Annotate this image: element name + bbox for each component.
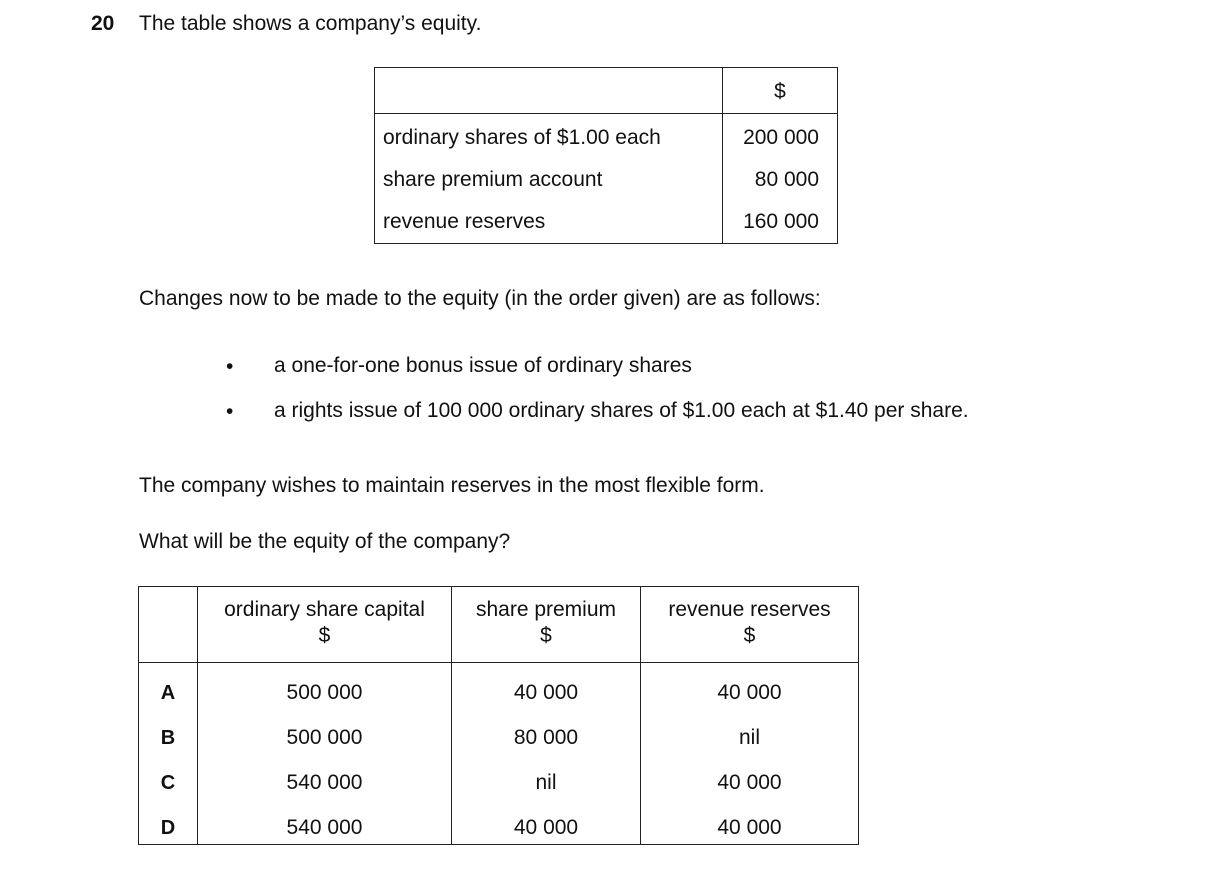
header-unit: $ [743, 624, 756, 647]
option-cell: 40 000 [717, 816, 782, 839]
equity-table [374, 67, 838, 244]
bullet-text: a rights issue of 100 000 ordinary shares of $1.00 each at $1.40 per share. [274, 399, 969, 422]
question-number: 20 [91, 12, 115, 35]
header-divider [375, 113, 837, 114]
options-table [138, 586, 859, 845]
header-ordinary-share-capital [198, 597, 451, 649]
header-unit: $ [540, 624, 552, 647]
option-cell: 80 000 [513, 726, 579, 749]
currency-header: $ [774, 80, 786, 103]
statement: The company wishes to maintain reserves in the most flexible form. [139, 474, 765, 497]
equity-row-label: ordinary shares of $1.00 each [383, 126, 661, 149]
equity-row-label: revenue reserves [383, 210, 546, 233]
header-share-premium [452, 597, 640, 649]
equity-row-value: 200 000 [743, 126, 819, 149]
option-cell: 40 000 [513, 816, 579, 839]
option-cell: 540 000 [286, 771, 363, 794]
option-cell: 500 000 [286, 681, 363, 704]
header-title: revenue reserves [668, 598, 831, 621]
equity-row-value: 160 000 [743, 210, 819, 233]
equity-row [375, 209, 837, 251]
option-cell: 40 000 [717, 771, 782, 794]
bullet-text: a one-for-one bonus issue of ordinary shares [274, 354, 692, 377]
option-cell: 500 000 [286, 726, 363, 749]
header-title: ordinary share capital [224, 598, 425, 621]
option-cell: nil [535, 771, 557, 794]
option-cell: 40 000 [513, 681, 579, 704]
header-divider [139, 662, 858, 663]
equity-row [375, 125, 837, 167]
equity-row-label: share premium account [383, 168, 603, 191]
option-letter: A [160, 682, 176, 704]
question-prompt: What will be the equity of the company? [139, 530, 511, 553]
option-cell: 540 000 [286, 816, 363, 839]
header-title: share premium [475, 598, 617, 621]
option-letter: C [160, 772, 176, 794]
bullet-dot: • [226, 400, 234, 423]
question-intro: The table shows a company’s equity. [139, 12, 482, 35]
option-letter: D [160, 817, 176, 839]
bullet-dot: • [226, 355, 234, 378]
option-letter: B [160, 727, 176, 749]
equity-row [375, 167, 837, 209]
changes-intro: Changes now to be made to the equity (in the order given) are as follows: [139, 287, 821, 310]
header-unit: $ [318, 624, 331, 647]
option-cell: 40 000 [717, 681, 782, 704]
header-revenue-reserves [641, 597, 858, 649]
option-cell: nil [738, 726, 760, 749]
equity-row-value: 80 000 [754, 168, 819, 191]
